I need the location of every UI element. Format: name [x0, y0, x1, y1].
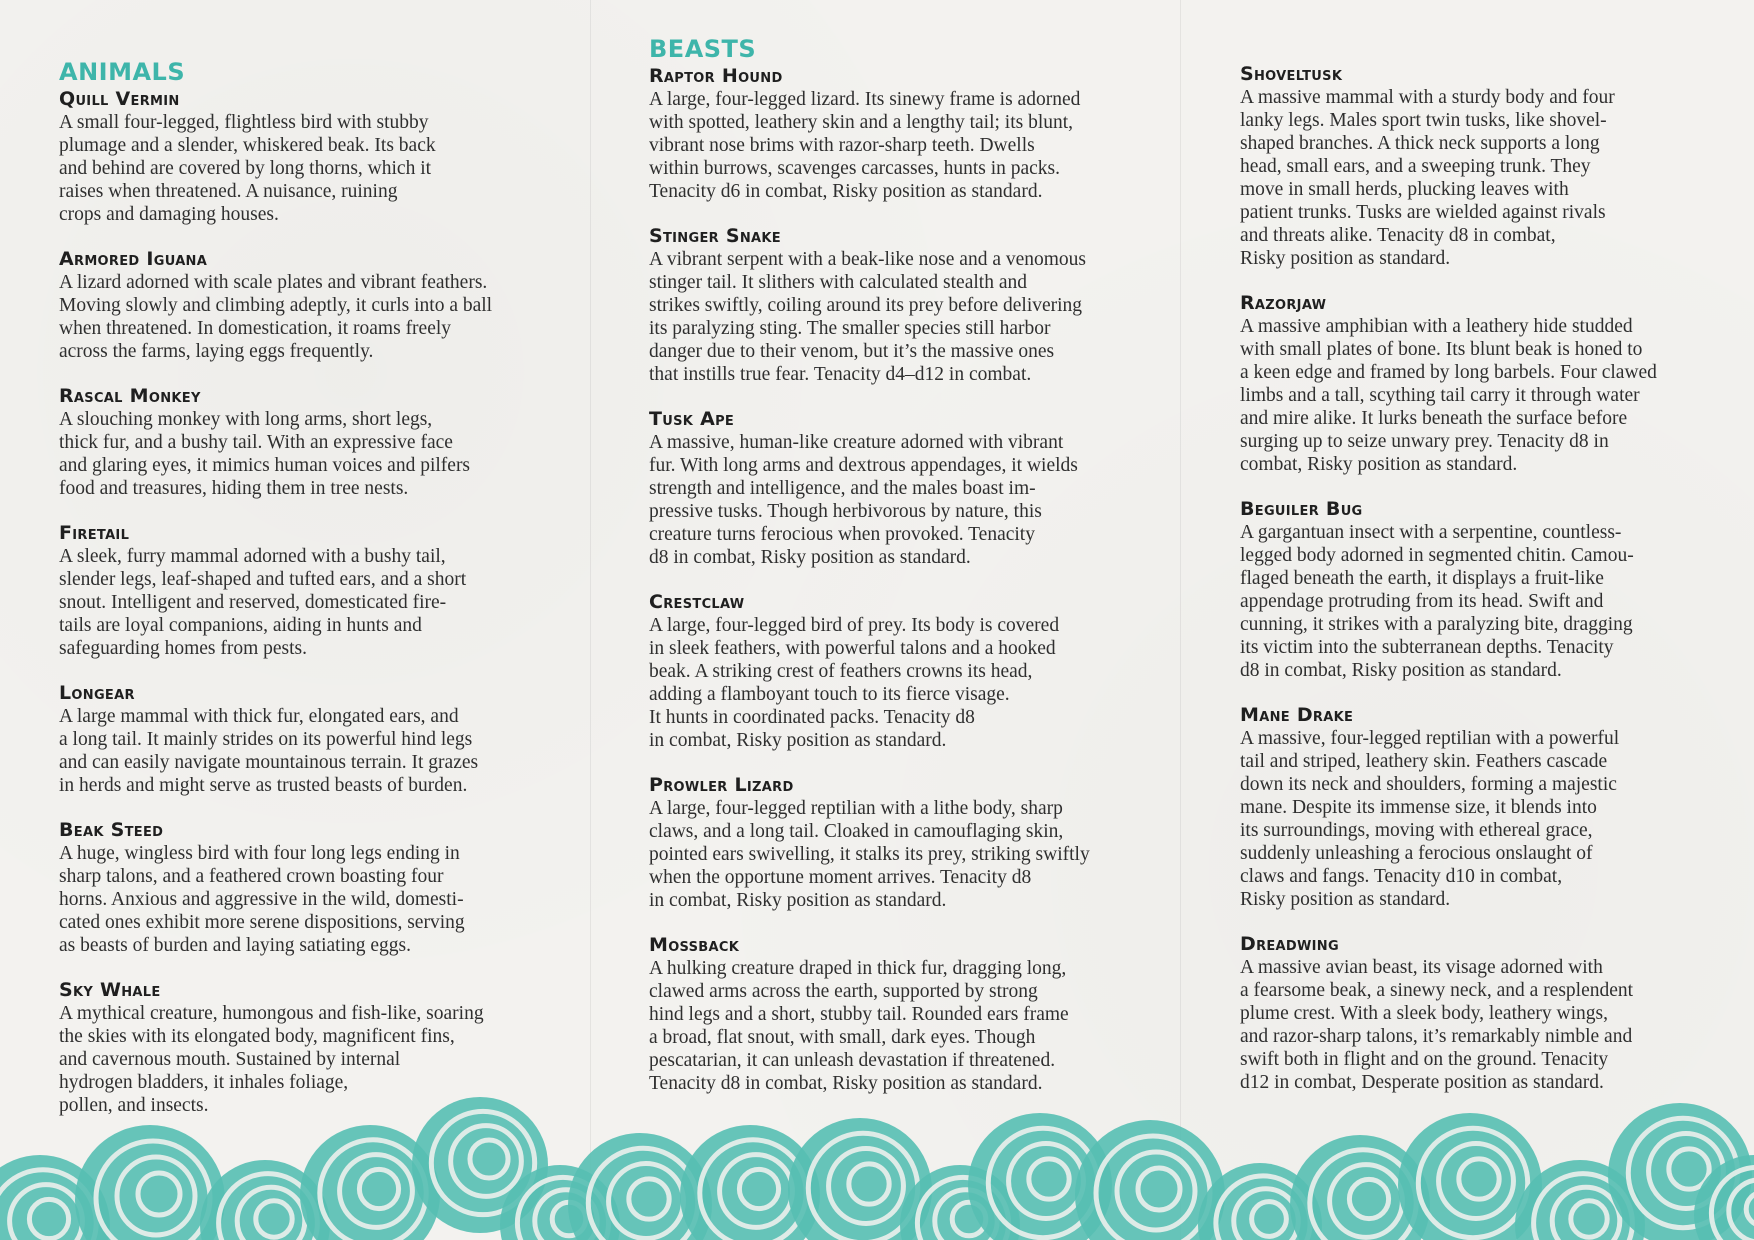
entry-name: Raptor Hound — [649, 65, 783, 87]
entry-description: A large, four-legged bird of prey. Its body is covered in sleek feathers, with powerful talons and a hooked beak. A striking crest of feathers crowns its head, adding a flamboyant touch to its fierce visage. It hunts in coordinated packs. Tenacity d8 in combat, Risky position as standard. — [649, 615, 1060, 751]
entry-name: Shoveltusk — [1240, 63, 1343, 85]
entry-shoveltusk — [1240, 63, 1720, 270]
section-title-animals: ANIMALS — [59, 58, 186, 86]
entry-razorjaw — [1240, 292, 1720, 476]
entry-description: A slouching monkey with long arms, short legs, thick fur, and a bushy tail. With an expressive face and glaring eyes, it mimics human voices and pilfers food and treasures, hiding them in tree nests. — [59, 409, 471, 499]
entry-stinger-snake — [649, 225, 1129, 386]
entry-name: Longear — [59, 682, 135, 704]
entry-rascal-monkey — [59, 385, 539, 500]
entry-mossback — [649, 934, 1129, 1095]
entry-quill-vermin — [59, 88, 539, 226]
entry-name: Razorjaw — [1240, 292, 1327, 314]
entry-crestclaw — [649, 591, 1129, 752]
entry-name: Prowler Lizard — [649, 774, 794, 796]
entry-armored-iguana — [59, 248, 539, 363]
entry-name: Stinger Snake — [649, 225, 781, 247]
entry-name: Crestclaw — [649, 591, 745, 613]
entry-description: A large, four-legged lizard. Its sinewy frame is adorned with spotted, leathery skin and a lengthy tail; its blunt, vibrant nose brims with razor-sharp teeth. Dwells within burrows, scavenges carcasses, hunts in packs. Tenacity d6 in combat, Risky position as standard. — [649, 89, 1081, 202]
entry-firetail — [59, 522, 539, 660]
entry-name: Quill Vermin — [59, 88, 180, 110]
column-animals — [59, 58, 539, 1139]
entry-beak-steed — [59, 819, 539, 957]
entry-beguiler-bug — [1240, 498, 1720, 682]
entry-description: A large, four-legged reptilian with a lithe body, sharp claws, and a long tail. Cloaked in camouflaging skin, pointed ears swivelling, it stalks its prey, striking swiftly when the opportune moment arrives. Tenacity d8 in combat, Risky position as standard. — [649, 798, 1090, 911]
wave-border-decoration — [0, 1075, 1754, 1240]
entry-name: Dreadwing — [1240, 933, 1339, 955]
page-fold-left — [590, 0, 591, 1240]
entry-raptor-hound — [649, 65, 1129, 203]
entry-name: Mane Drake — [1240, 704, 1354, 726]
entry-name: Armored Iguana — [59, 248, 208, 270]
entry-description: A massive amphibian with a leathery hide studded with small plates of bone. Its blunt beak is honed to a keen edge and framed by long barbels. Four clawed limbs and a tall, scything tail carry it through water and mire alike. It lurks beneath the surface before surging up to seize unwary prey. Tenacity d8 in combat, Risky position as standard. — [1240, 316, 1657, 475]
entry-longear — [59, 682, 539, 797]
entry-dreadwing — [1240, 933, 1720, 1094]
entry-description: A small four-legged, flightless bird with stubby plumage and a slender, whiskered beak. Its back and behind are covered by long thorns, which it raises when threatened. A nuisance, ruining crops and damaging houses. — [59, 112, 436, 225]
entry-description: A lizard adorned with scale plates and vibrant feathers. Moving slowly and climbing adeptly, it curls into a ball when threatened. In domestication, it roams freely across the farms, laying eggs frequently. — [59, 272, 493, 362]
entry-description: A sleek, furry mammal adorned with a bushy tail, slender legs, leaf-shaped and tufted ears, and a short snout. Intelligent and reserved, domesticated fire- tails are loyal companions, aiding in hunts and safeguarding homes from pests. — [59, 546, 467, 659]
entry-name: Sky Whale — [59, 979, 161, 1001]
entry-description: A vibrant serpent with a beak-like nose and a venomous stinger tail. It slithers with calculated stealth and strikes swiftly, coiling around its prey before delivering its paralyzing sting. The smaller species still harbor danger due to their venom, but it’s the massive ones that instills true fear. Tenacity d4–d12 in combat. — [649, 249, 1087, 385]
column-beasts — [649, 35, 1129, 1117]
page-fold-right — [1180, 0, 1181, 1240]
entry-description: A hulking creature draped in thick fur, dragging long, clawed arms across the earth, supported by strong hind legs and a short, stubby tail. Rounded ears frame a broad, flat snout, with small, dark eyes. Though pescatarian, it can unleash devastation if threatened. Tenacity d8 in combat, Risky position as standard. — [649, 958, 1069, 1094]
entry-mane-drake — [1240, 704, 1720, 911]
entry-description: A huge, wingless bird with four long legs ending in sharp talons, and a feathered crown boasting four horns. Anxious and aggressive in the wild, domesti- cated ones exhibit more serene dispositions, serving as beasts of burden and laying satiating eggs. — [59, 843, 465, 956]
section-title-beasts: BEASTS — [649, 35, 757, 63]
entry-description: A massive avian beast, its visage adorned with a fearsome beak, a sinewy neck, and a resplendent plume crest. With a sleek body, leathery wings, and razor-sharp talons, it’s remarkably nimble and swift both in flight and on the ground. Tenacity d12 in combat, Desperate position as standard. — [1240, 957, 1634, 1093]
entry-name: Tusk Ape — [649, 408, 735, 430]
entry-name: Rascal Monkey — [59, 385, 201, 407]
entry-name: Beak Steed — [59, 819, 164, 841]
wave-swirls — [0, 1097, 1754, 1240]
entry-name: Mossback — [649, 934, 740, 956]
entry-description: A mythical creature, humongous and fish-like, soaring the skies with its elongated body, magnificent fins, and cavernous mouth. Sustained by internal hydrogen bladders, it inhales foliage, pollen, and insects. — [59, 1003, 484, 1116]
entry-tusk-ape — [649, 408, 1129, 569]
entry-description: A massive, human-like creature adorned with vibrant fur. With long arms and dextrous appendages, it wields strength and intelligence, and the males boast im- pressive tusks. Though herbivorous by nature, this creature turns ferocious when provoked. Tenacity d8 in combat, Risky position as standard. — [649, 432, 1078, 568]
entry-description: A large mammal with thick fur, elongated ears, and a long tail. It mainly strides on its powerful hind legs and can easily navigate mountainous terrain. It grazes in herds and might serve as trusted beasts of burden. — [59, 706, 479, 796]
entry-description: A massive, four-legged reptilian with a powerful tail and striped, leathery skin. Feathers cascade down its neck and shoulders, forming a majestic mane. Despite its immense size, it blends into its surroundings, moving with ethereal grace, suddenly unleashing a ferocious onslaught of claws and fangs. Tenacity d10 in combat, Risky position as standard. — [1240, 728, 1620, 910]
entry-name: Beguiler Bug — [1240, 498, 1363, 520]
entry-description: A gargantuan insect with a serpentine, countless- legged body adorned in segmented chitin. Camou- flaged beneath the earth, it displays a fruit-like appendage protruding from its head. Swift and cunning, it strikes with a paralyzing bite, dragging its victim into the subterranean depths. Tenacity d8 in combat, Risky position as standard. — [1240, 522, 1634, 681]
column-beasts-continued — [1240, 63, 1720, 1116]
entry-name: Firetail — [59, 522, 130, 544]
entry-prowler-lizard — [649, 774, 1129, 912]
entry-description: A massive mammal with a sturdy body and four lanky legs. Males sport twin tusks, like shovel- shaped branches. A thick neck supports a long head, small ears, and a sweeping trunk. They move in small herds, plucking leaves with patient trunks. Tusks are wielded against rivals and threats alike. Tenacity d8 in combat, Risky position as standard. — [1240, 87, 1615, 269]
